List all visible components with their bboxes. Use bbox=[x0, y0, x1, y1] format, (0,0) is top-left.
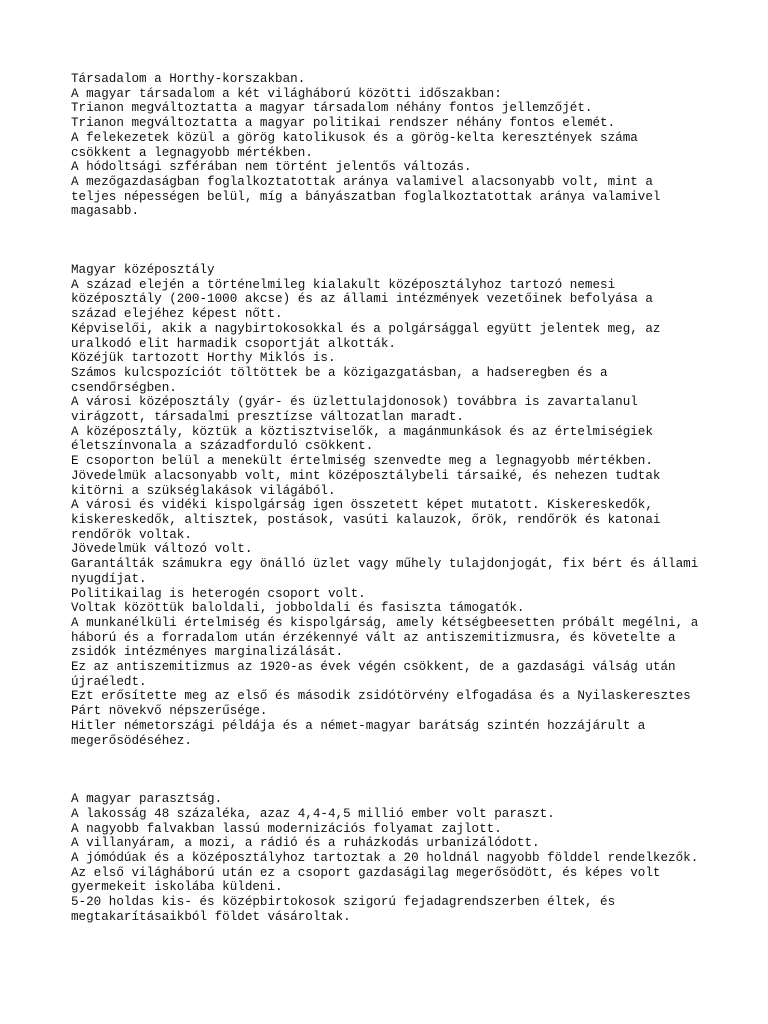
text-line: csökkent a legnagyobb mértékben. bbox=[71, 145, 313, 160]
text-line: virágzott, társadalmi presztízse változatlan maradt. bbox=[71, 410, 464, 425]
text-line: Párt növekvő népszerűsége. bbox=[71, 704, 268, 719]
text-line: zsidók intézményes marginalizálását. bbox=[71, 645, 344, 660]
section-peasantry bbox=[71, 792, 711, 924]
text-line: E csoporton belül a menekült értelmiség szenvedte meg a legnagyobb mértékben. bbox=[71, 454, 653, 469]
text-line: uralkodó elit harmadik csoportját alkották. bbox=[71, 336, 396, 351]
text-line: A hódoltsági szférában nem történt jelentős változás. bbox=[71, 160, 472, 175]
text-line: A villanyáram, a mozi, a rádió és a ruházkodás urbanizálódott. bbox=[71, 836, 540, 851]
text-line: középosztály (200-1000 akcse) és az állami intézmények vezetőinek befolyása a bbox=[71, 292, 653, 307]
text-line: Az első világháború után ez a csoport gazdaságilag megerősödött, és képes volt bbox=[71, 865, 661, 880]
text-line: kitörni a szükséglakások világából. bbox=[71, 483, 336, 498]
section-heading: A magyar parasztság. bbox=[71, 792, 223, 807]
text-line: Hitler németországi példája és a német-magyar barátság szintén hozzájárult a bbox=[71, 718, 646, 733]
section-heading: Társadalom a Horthy-korszakban. bbox=[71, 72, 306, 86]
text-line: Voltak közöttük baloldali, jobboldali és fasiszta támogatók. bbox=[71, 601, 525, 616]
text-line: magasabb. bbox=[71, 204, 140, 219]
text-line: háború és a forradalom után érzékennyé vált az antiszemitizmusra, és követelte a bbox=[71, 630, 676, 645]
text-line: A felekezetek közül a görög katolikusok és a görög-kelta keresztények száma bbox=[71, 130, 638, 145]
section-middle-class bbox=[71, 263, 711, 748]
text-line: életszínvonala a századforduló csökkent. bbox=[71, 439, 374, 454]
text-line: Jövedelmük változó volt. bbox=[71, 542, 253, 557]
text-line: A század elején a történelmileg kialakult középosztályhoz tartozó nemesi bbox=[71, 277, 616, 292]
text-line: Jövedelmük alacsonyabb volt, mint középosztálybeli társaiké, és nehezen tudtak bbox=[71, 468, 661, 483]
text-line: újraéledt. bbox=[71, 674, 147, 689]
text-line: nyugdíjat. bbox=[71, 571, 147, 586]
text-line: A lakosság 48 százaléka, azaz 4,4-4,5 millió ember volt paraszt. bbox=[71, 806, 555, 821]
text-line: A középosztály, köztük a köztisztviselők, a magánmunkások és az értelmiségiek bbox=[71, 424, 653, 439]
text-line: Képviselői, akik a nagybirtokosokkal és a polgársággal együtt jelentek meg, az bbox=[71, 321, 661, 336]
text-line: megtakarításaikból földet vásároltak. bbox=[71, 909, 351, 924]
text-line: A városi és vidéki kispolgárság igen összetett képet mutatott. Kiskereskedők, bbox=[71, 498, 653, 513]
text-line: csendőrségben. bbox=[71, 380, 177, 395]
text-line: Garantálták számukra egy önálló üzlet vagy műhely tulajdonjogát, fix bért és állami bbox=[71, 557, 699, 572]
text-line: Politikailag is heterogén csoport volt. bbox=[71, 586, 366, 601]
text-line: Trianon megváltoztatta a magyar társadalom néhány fontos jellemzőjét. bbox=[71, 101, 593, 116]
text-line: Ezt erősítette meg az első és második zsidótörvény elfogadása és a Nyilaskeresztes bbox=[71, 689, 691, 704]
text-line: rendőrök voltak. bbox=[71, 527, 192, 542]
text-line: megerősödéséhez. bbox=[71, 733, 192, 748]
text-line: kiskereskedők, altisztek, postások, vasúti kalauzok, őrök, rendőrök és katonai bbox=[71, 512, 661, 527]
text-line: 5-20 holdas kis- és középbirtokosok szigorú fejadagrendszerben éltek, és bbox=[71, 895, 616, 910]
text-line: Ez az antiszemitizmus az 1920-as évek végén csökkent, de a gazdasági válság után bbox=[71, 660, 676, 675]
text-line: gyermekeit iskolába küldeni. bbox=[71, 880, 283, 895]
text-line: A munkanélküli értelmiség és kispolgárság, amely kétségbeesetten próbált megélni, a bbox=[71, 615, 699, 630]
text-line: A mezőgazdaságban foglalkoztatottak aránya valamivel alacsonyabb volt, mint a bbox=[71, 174, 653, 189]
text-line: A nagyobb falvakban lassú modernizációs folyamat zajlott. bbox=[71, 821, 502, 836]
text-line: A városi középosztály (gyár- és üzlettulajdonosok) továbbra is zavartalanul bbox=[71, 395, 638, 410]
text-line: Közéjük tartozott Horthy Miklós is. bbox=[71, 351, 336, 366]
document-page bbox=[71, 72, 711, 925]
text-line: A magyar társadalom a két világháború közötti időszakban: bbox=[71, 86, 502, 101]
section-heading: Magyar középosztály bbox=[71, 263, 215, 278]
text-line: Trianon megváltoztatta a magyar politikai rendszer néhány fontos elemét. bbox=[71, 116, 616, 131]
text-line: század elejéhez képest nőtt. bbox=[71, 307, 283, 322]
text-line: Számos kulcspozíciót töltöttek be a közigazgatásban, a hadseregben és a bbox=[71, 365, 608, 380]
text-line: A jómódúak és a középosztályhoz tartoztak a 20 holdnál nagyobb földdel rendelkezők. bbox=[71, 851, 699, 866]
section-horthy-society bbox=[71, 72, 711, 219]
text-line: teljes népességen belül, míg a bányászatban foglalkoztatottak aránya valamivel bbox=[71, 189, 661, 204]
